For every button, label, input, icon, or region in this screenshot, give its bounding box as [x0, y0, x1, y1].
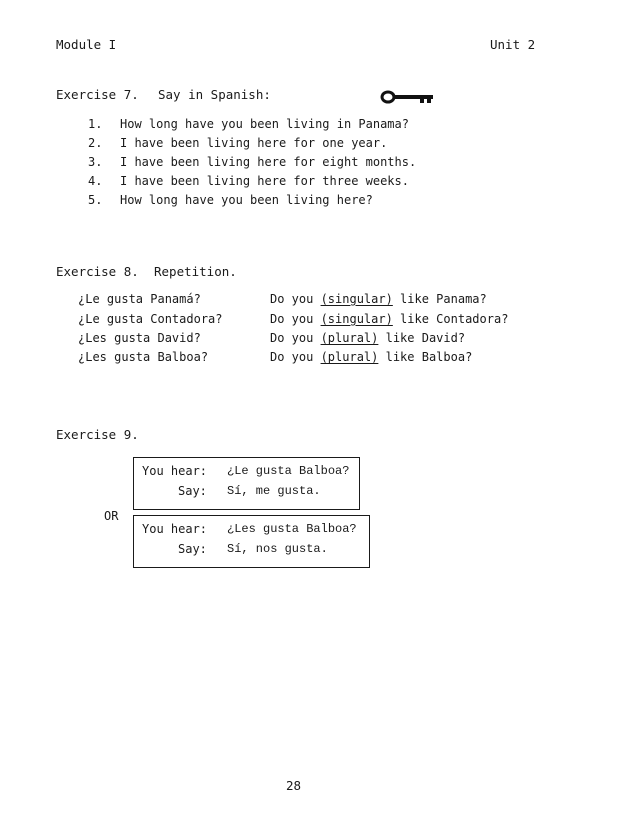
ex8-english-4: Do you (plural) like Balboa?	[270, 350, 473, 364]
ex8-note-4: (plural)	[320, 350, 379, 364]
ex8-english-2: Do you (singular) like Contadora?	[270, 312, 509, 326]
ex7-num-1: 1.	[88, 117, 103, 131]
ex8-note-1: (singular)	[320, 292, 393, 306]
exercise7-title: Exercise 7.	[56, 87, 139, 102]
module-label: Module I	[56, 37, 117, 52]
box1-say-label: Say:	[178, 484, 207, 498]
ex8-spanish-4: ¿Les gusta Balboa?	[78, 350, 209, 364]
box1-hear-label: You hear:	[142, 464, 208, 478]
box2-say-text: Sí, nos gusta.	[227, 542, 328, 556]
ex7-num-3: 3.	[88, 155, 103, 169]
ex8-note-2: (singular)	[320, 312, 393, 326]
box1-hear-text: ¿Le gusta Balboa?	[227, 464, 350, 478]
ex7-text-1: How long have you been living in Panama?	[120, 117, 409, 131]
ex7-num-2: 2.	[88, 136, 103, 150]
ex8-note-3: (plural)	[320, 331, 379, 345]
ex7-text-5: How long have you been living here?	[120, 193, 373, 207]
key-icon	[380, 89, 436, 105]
box2-hear-label: You hear:	[142, 522, 208, 536]
page-number: 28	[286, 778, 302, 793]
box2-hear-text: ¿Les gusta Balboa?	[227, 522, 357, 536]
box2-say-label: Say:	[178, 542, 207, 556]
ex7-text-2: I have been living here for one year.	[120, 136, 388, 150]
or-label: OR	[104, 509, 119, 523]
exercise8-title: Exercise 8.	[56, 264, 139, 279]
example-box-2	[133, 515, 370, 568]
example-box-1	[133, 457, 360, 510]
ex8-english-3: Do you (plural) like David?	[270, 331, 466, 345]
ex8-spanish-1: ¿Le gusta Panamá?	[78, 292, 201, 306]
exercise8-instruction: Repetition.	[154, 264, 237, 279]
box1-say-text: Sí, me gusta.	[227, 484, 321, 498]
ex7-text-4: I have been living here for three weeks.	[120, 174, 409, 188]
ex7-num-5: 5.	[88, 193, 103, 207]
ex7-text-3: I have been living here for eight months.	[120, 155, 417, 169]
ex8-spanish-2: ¿Le gusta Contadora?	[78, 312, 223, 326]
unit-label: Unit 2	[490, 37, 536, 52]
ex8-english-1: Do you (singular) like Panama?	[270, 292, 487, 306]
exercise7-instruction: Say in Spanish:	[158, 87, 271, 102]
ex7-num-4: 4.	[88, 174, 103, 188]
exercise9-title: Exercise 9.	[56, 427, 139, 442]
ex8-spanish-3: ¿Les gusta David?	[78, 331, 201, 345]
